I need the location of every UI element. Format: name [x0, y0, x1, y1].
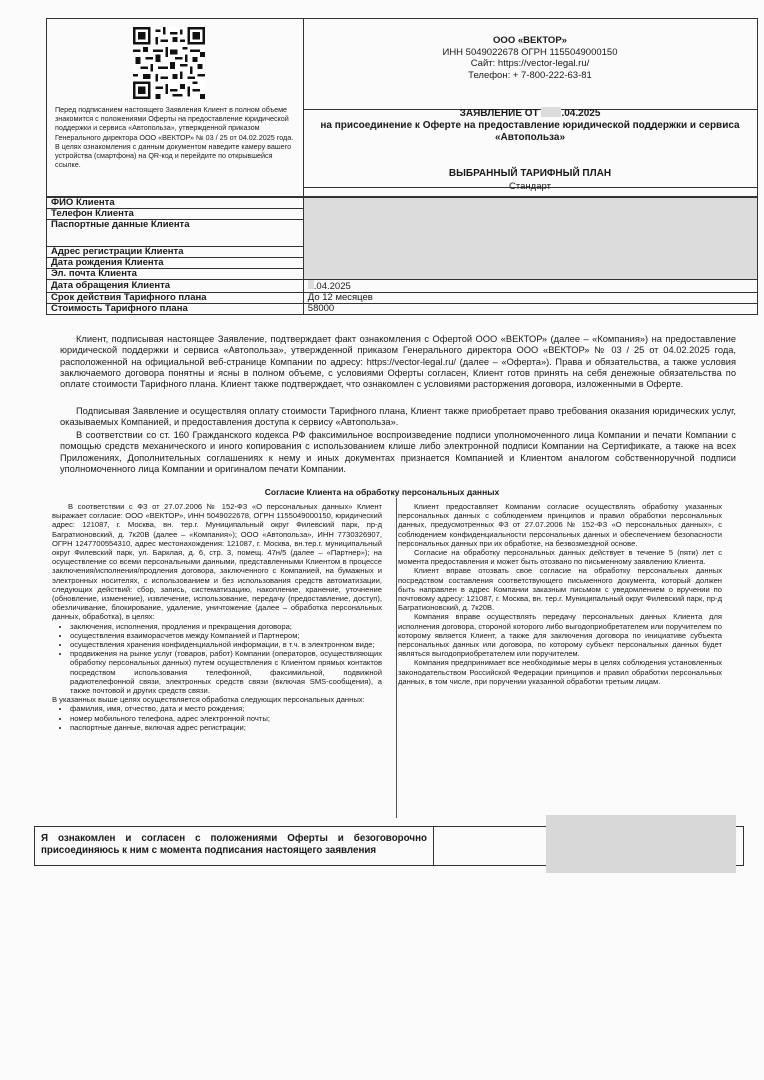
list-item: • заключения, исполнения, продления и прекращения договора;	[70, 622, 382, 631]
statement-subtitle: на присоединение к Оферте на предоставление юридической поддержки и сервиса «Автопольза»	[320, 120, 740, 143]
consent-right-paragraph: Компания вправе осуществлять передачу персональных данных Клиента для исполнения договора, стороной которого либо выгодоприобретателем или поручителем по которому является Клиент, а также для заключения договора по инициативе субъекта персональных данных или договора, по которому субъект персональных данных будет являться выгодоприобретателем или поручителем.	[398, 612, 722, 659]
company-phone: Телефон: + 7-800-222-63-81	[468, 69, 592, 81]
list-item: • осуществления взаиморасчетов между Компанией и Партнером;	[70, 631, 382, 640]
field-label: Дата обращения Клиента	[47, 280, 304, 293]
column-divider	[396, 498, 397, 818]
field-label: ФИО Клиента	[47, 198, 304, 209]
company-name: ООО «ВЕКТОР»	[493, 35, 567, 46]
body-paragraph-1: Клиент, подписывая настоящее Заявление, подтверждает факт ознакомления с Офертой ООО «ВЕКТОР» (далее – «Компания») на предоставление юридической поддержки и сервиса «Автопольза», утвержденной приказом Генерального директора ООО «ВЕКТОР» № 03 / 25 от 04.02.2025 года, расположенной на официальной веб-странице Компании по адресу: https://vector-legal.ru/ (далее – «Оферта»). Права и обязательства, а также условия заключаемого договора понятны и ясны в полном объеме, с условиями Оферты согласен, Клиент готов принять на себя денежные обязательства по оплате стоимости Тарифного плана. Клиент также подтверждает, что ознакомлен с условиями расторжения договора, изложенными в Оферте.	[60, 334, 736, 390]
table-row	[47, 293, 758, 304]
date-value: .04.2025	[313, 281, 351, 292]
field-label: Дата рождения Клиента	[47, 258, 304, 269]
statement-heading	[313, 107, 747, 120]
field-label: Срок действия Тарифного плана	[47, 293, 304, 304]
consent-right-paragraph: Клиент предоставляет Компании согласие осуществлять обработку указанных персональных данных с соблюдением принципов и правил обработки персональных данных, предусмотренных ФЗ от 27.07.2006 № 152-ФЗ «О персональных данных», с соблюдением конфиденциальности персональных данных и обеспечением безопасности персональных данных при их обработке, на безвозмездной основе.	[398, 502, 722, 548]
field-value: 58000	[303, 304, 757, 315]
table-row	[47, 198, 758, 209]
redacted-day	[541, 107, 561, 117]
client-data-table	[46, 197, 758, 315]
list-item: • фамилия, имя, отчество, дата и место рождения;	[70, 704, 382, 713]
qr-code-icon	[133, 27, 205, 99]
field-value: До 12 месяцев	[303, 293, 757, 304]
tariff-plan-cell	[303, 166, 757, 196]
consent-right-paragraph: Клиент вправе отозвать свое согласие на обработку персональных данных посредством составления соответствующего письменного документа, который должен быть направлен в адрес Компании заказным письмом с уведомлением о вручении по почтовому адресу: 121087, г. Москва, вн. тер.г. Муниципальный округ Филевский парк, пр-д Багратионовский, д. 7к20В.	[398, 566, 722, 613]
plan-title: ВЫБРАННЫЙ ТАРИФНЫЙ ПЛАН	[448, 168, 612, 179]
consent-left-paragraph: В соответствии с ФЗ от 27.07.2006 № 152-ФЗ «О персональных данных» Клиент выражает согласие: ООО «ВЕКТОР», ИНН 5049022678, ОГРН 1155049000150, юридический адрес: 121087, г. Москва, вн. тер.г. Муниципальный округ Филевский парк, пр-д Багратионовский, д. 7к20В (далее – «Компания»); ООО «Автопольза», ИНН 7730326907, ОГРН 1247700554310, адрес местонахождения: 121087, г. Москва, вн.тер.г. муниципальный округ Филевский парк, ул. Барклая, д. 6, стр. 3, помещ. 47н/5 (далее – «Партнер»); на осуществление со всеми персональными данными, представленными Клиентом в процессе заключения/исполнения/продления договора, заключенного с Компанией, на бумажных и электронных носителях, с использованием и без использования средств автоматизации, следующих действий: сбор, запись, систематизацию, накопление, хранение, уточнение (обновление, изменение), извлечение, использование, передачу (предоставление, доступ), обезличивание, блокирование, удаление, уничтожение (далее – обработка персональных данных, обработка), в целях:	[52, 502, 382, 622]
statement-date: .04.2025	[561, 108, 601, 119]
consent-right-paragraph: Согласие на обработку персональных данных действует в течение 5 (пяти) лет с момента предоставления и может быть отозвано по письменному заявлению Клиента.	[398, 548, 722, 567]
redacted-client-data	[303, 198, 757, 280]
field-label: Телефон Клиента	[47, 209, 304, 220]
list-item: • номер мобильного телефона, адрес электронной почты;	[70, 714, 382, 723]
consent-left-paragraph-2: В указанных выше целях осуществляется обработка следующих персональных данных:	[52, 695, 365, 705]
header-left-cell	[47, 19, 304, 196]
agreement-text: Я ознакомлен и согласен с положениями Оферты и безоговорочно присоединяюсь к ним с момента подписания настоящего заявления	[41, 833, 427, 856]
list-item: • продвижения на рынке услуг (товаров, работ) Компании (операторов, осуществляющих обработку персональных данных) путем осуществления с Клиентом прямых контактов посредством использования телефонной, факсимильной, подвижной радиотелефонной связи, электронных средств связи (включая SMS-сообщения), а также почтовой и других средств связи.	[70, 649, 382, 695]
plan-value: Стандарт	[509, 181, 551, 192]
statement-prefix: ЗАЯВЛЕНИЕ ОТ	[459, 108, 542, 119]
list-item: • паспортные данные, включая адрес регистрации;	[70, 723, 382, 732]
field-label: Паспортные данные Клиента	[47, 220, 304, 247]
consent-right-column	[398, 502, 722, 686]
field-label: Стоимость Тарифного плана	[47, 304, 304, 315]
company-site[interactable]: Сайт: https://vector-legal.ru/	[470, 58, 590, 69]
body-paragraph-3: В соответствии со ст. 160 Гражданского кодекса РФ факсимильное воспроизведение подписи уполномоченного лица Компании и печати Компании с помощью средств механического и иного копирования с использованием клише либо электронной подписи Компании на Сертификате, а также на всех Приложениях, Дополнительных соглашениях к нему и иных документах признается Компанией и Клиентом аналогом собственноручной подписи уполномоченного лица Компании и оригиналом печати Компании.	[60, 430, 736, 474]
consent-data-list	[52, 704, 382, 732]
company-ids: ИНН 5049022678 ОГРН 1155049000150	[442, 46, 618, 58]
consent-title: Согласие Клиента на обработку персональных данных	[264, 487, 500, 497]
consent-right-paragraph: Компания предпринимает все необходимые меры в целях соблюдения установленных законодательством Российской Федерации принципов и правил обработки персональных данных, в том числе, при поручении указанной обработки третьим лицам.	[398, 658, 722, 686]
consent-left-column	[52, 502, 382, 732]
consent-purposes-list	[52, 622, 382, 696]
header-table	[46, 18, 758, 197]
redacted-signature	[546, 815, 736, 873]
field-label: Адрес регистрации Клиента	[47, 247, 304, 258]
table-row	[47, 280, 758, 293]
body-paragraph-2: Подписывая Заявление и осуществляя оплату стоимости Тарифного плана, Клиент также приобретает право требования оказания юридических услуг, оказываемых Компанией, и предоставления доступа к сервису «Автопольза».	[60, 406, 736, 428]
table-row	[47, 304, 758, 315]
list-item: • осуществления хранения конфиденциальной информации, в т.ч. в электронном виде;	[70, 640, 382, 649]
signature-divider	[433, 827, 434, 865]
field-value	[303, 280, 757, 293]
field-label: Эл. почта Клиента	[47, 269, 304, 280]
offer-notice: Перед подписанием настоящего Заявления Клиент в полном объеме знакомится с положениями Оферты на предоставление юридической поддержки и сервиса «Автопольза», утвержденной приказом Генерального директора ООО «ВЕКТОР» № 03 / 25 от 04.02.2025 года. В целях ознакомления с данным документом наведите камеру вашего устройства (смартфона) на QR-код и перейдите по открывшейся ссылке.	[55, 105, 294, 170]
